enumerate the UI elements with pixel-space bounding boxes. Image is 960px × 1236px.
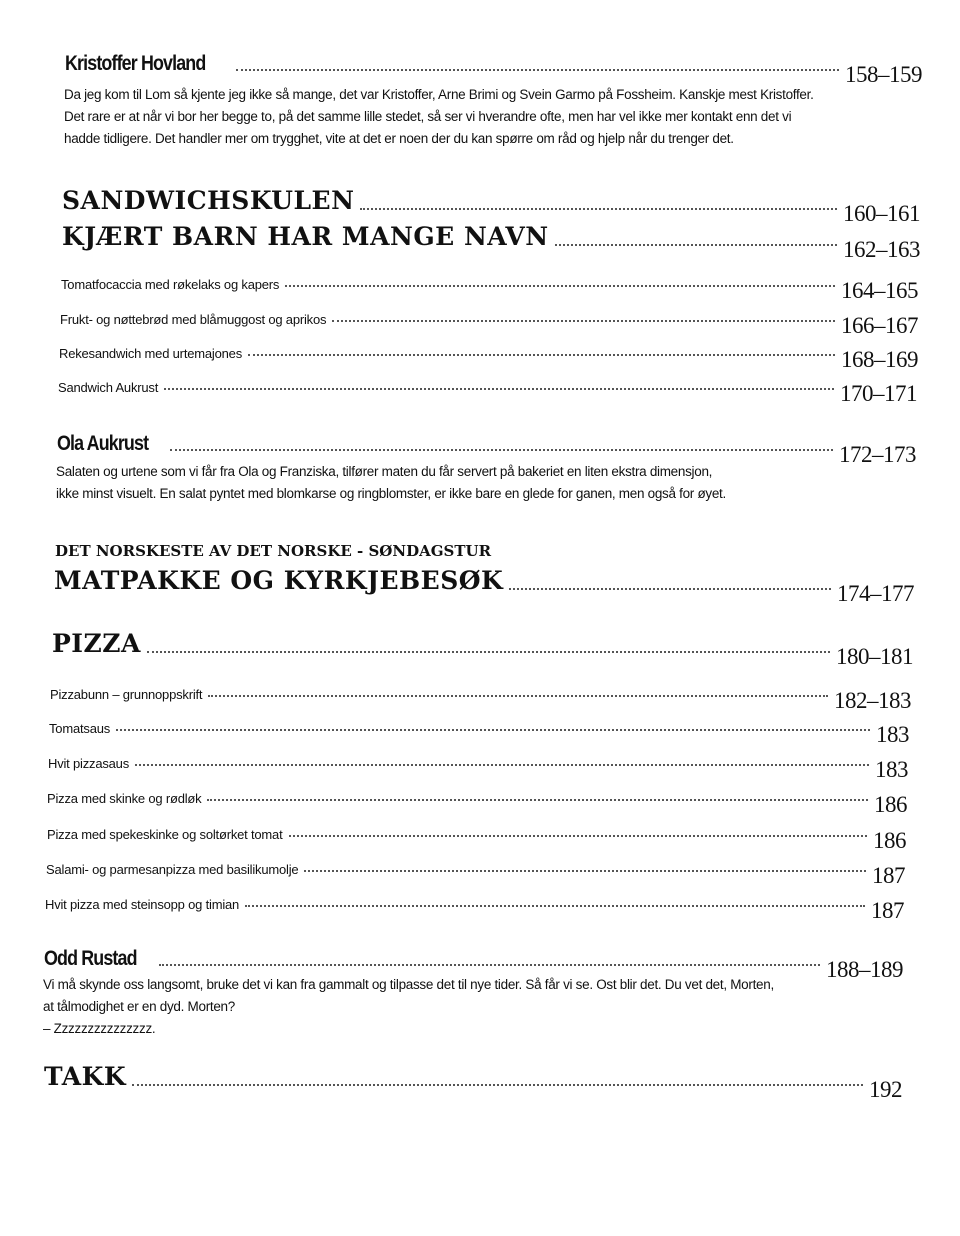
dot-leader bbox=[164, 388, 834, 390]
section-title: MATPAKKE OG KYRKJEBESØK bbox=[54, 566, 504, 595]
toc-entry-recipe[interactable] bbox=[60, 301, 918, 338]
toc-entry-recipe[interactable] bbox=[45, 886, 904, 923]
dot-leader bbox=[304, 870, 866, 872]
dot-leader bbox=[132, 1084, 863, 1086]
dot-leader bbox=[245, 905, 865, 907]
dot-leader bbox=[207, 799, 868, 801]
toc-entry-recipe[interactable] bbox=[46, 851, 905, 888]
entry-description bbox=[56, 461, 726, 505]
entry-title: Hvit pizzasaus bbox=[48, 756, 130, 771]
dot-leader bbox=[289, 835, 868, 837]
dot-leader bbox=[116, 729, 870, 731]
entry-title: Kristoffer Hovland bbox=[65, 52, 206, 75]
page-number: 182–183 bbox=[834, 688, 911, 713]
page-number: 183 bbox=[876, 722, 909, 747]
toc-entry-pizza[interactable] bbox=[52, 629, 913, 669]
dot-leader bbox=[170, 449, 833, 451]
toc-entry-ola-aukrust[interactable] bbox=[57, 430, 916, 467]
entry-title: Tomatsaus bbox=[49, 721, 111, 736]
text-line: – Zzzzzzzzzzzzzzz. bbox=[43, 1021, 156, 1036]
page-number: 170–171 bbox=[840, 381, 917, 406]
text-line: Da jeg kom til Lom så kjente jeg ikke så mange, det var Kristoffer, Arne Brimi og Svein Garmo på Fossheim. Kanskje mest Kristoffer. bbox=[64, 87, 814, 102]
page-number: 187 bbox=[872, 863, 905, 888]
toc-entry-takk[interactable] bbox=[44, 1062, 902, 1102]
toc-entry-sandwichskulen[interactable] bbox=[62, 186, 920, 226]
page-number: 168–169 bbox=[841, 347, 918, 372]
toc-entry-recipe[interactable] bbox=[58, 369, 917, 406]
dot-leader bbox=[332, 320, 835, 322]
entry-description bbox=[64, 84, 814, 150]
text-line: ikke minst visuelt. En salat pyntet med blomkarse og ringblomster, er ikke bare en glede for ganen, men også for øyet. bbox=[56, 486, 726, 501]
page-number: 186 bbox=[874, 792, 907, 817]
section-title: PIZZA bbox=[52, 629, 141, 658]
entry-title: Pizzabunn – grunnoppskrift bbox=[50, 687, 203, 702]
page-number: 180–181 bbox=[836, 644, 913, 669]
dot-leader bbox=[159, 964, 820, 966]
text-line: at tålmodighet er en dyd. Morten? bbox=[43, 999, 235, 1014]
page-number: 158–159 bbox=[845, 62, 922, 87]
toc-entry-recipe[interactable] bbox=[61, 266, 918, 303]
entry-title: Rekesandwich med urtemajones bbox=[59, 346, 242, 361]
text-line: Det rare er at når vi bor her begge to, på det samme lille stedet, så ser vi hverandre ofte, men har vel ikke mer kontakt enn det vi bbox=[64, 109, 792, 124]
page-number: 160–161 bbox=[843, 201, 920, 226]
dot-leader bbox=[147, 651, 830, 653]
entry-title: Odd Rustad bbox=[44, 947, 137, 970]
entry-title: Frukt- og nøttebrød med blåmuggost og aprikos bbox=[60, 312, 327, 327]
page-number: 164–165 bbox=[841, 278, 918, 303]
dot-leader bbox=[555, 244, 837, 246]
dot-leader bbox=[360, 208, 837, 210]
page-number: 186 bbox=[873, 828, 906, 853]
toc-entry-recipe[interactable] bbox=[59, 335, 918, 372]
section-kicker: DET NORSKESTE AV DET NORSKE - SØNDAGSTUR bbox=[55, 542, 492, 560]
section-title: TAKK bbox=[44, 1062, 127, 1091]
entry-title: Salami- og parmesanpizza med basilikumolje bbox=[46, 862, 299, 877]
page-number: 183 bbox=[875, 757, 908, 782]
entry-description bbox=[43, 974, 774, 1040]
toc-entry-recipe[interactable] bbox=[48, 745, 908, 782]
dot-leader bbox=[509, 588, 831, 590]
entry-title: Sandwich Aukrust bbox=[58, 380, 159, 395]
dot-leader bbox=[135, 764, 869, 766]
toc-entry-kjaert-barn[interactable] bbox=[62, 222, 920, 262]
text-line: hadde tidligere. Det handler mer om trygghet, vite at det er noen der du kan spørre om råd og hjelp når du trenger det. bbox=[64, 131, 734, 146]
dot-leader bbox=[285, 285, 835, 287]
toc-entry-kristoffer-hovland[interactable] bbox=[65, 50, 922, 87]
text-line: Vi må skynde oss langsomt, bruke det vi kan fra gammalt og tilpasse det til nye tider. Så får vi se. Ost blir det. Du vet det, Morten, bbox=[43, 977, 774, 992]
page-number: 166–167 bbox=[841, 313, 918, 338]
text-line: Salaten og urtene som vi får fra Ola og Franziska, tilfører maten du får servert på bakeriet en liten ekstra dimensjon, bbox=[56, 464, 713, 479]
dot-leader bbox=[236, 69, 839, 71]
toc-entry-matpakke[interactable] bbox=[54, 566, 914, 606]
dot-leader bbox=[248, 354, 835, 356]
entry-title: Ola Aukrust bbox=[57, 432, 149, 455]
page-number: 174–177 bbox=[837, 581, 914, 606]
page-number: 192 bbox=[869, 1077, 902, 1102]
section-title: SANDWICHSKULEN bbox=[62, 186, 355, 215]
toc-entry-recipe[interactable] bbox=[50, 676, 911, 713]
toc-entry-recipe[interactable] bbox=[49, 710, 909, 747]
toc-entry-odd-rustad[interactable] bbox=[44, 945, 903, 982]
entry-title: Tomatfocaccia med røkelaks og kapers bbox=[61, 277, 280, 292]
section-title: KJÆRT BARN HAR MANGE NAVN bbox=[62, 222, 549, 251]
page-number: 188–189 bbox=[826, 957, 903, 982]
page-number: 187 bbox=[871, 898, 904, 923]
toc-entry-recipe[interactable] bbox=[47, 780, 907, 817]
dot-leader bbox=[208, 695, 828, 697]
page-number: 172–173 bbox=[839, 442, 916, 467]
entry-title: Pizza med skinke og rødløk bbox=[47, 791, 202, 806]
toc-entry-recipe[interactable] bbox=[47, 816, 906, 853]
entry-title: Hvit pizza med steinsopp og timian bbox=[45, 897, 240, 912]
page-number: 162–163 bbox=[843, 237, 920, 262]
entry-title: Pizza med spekeskinke og soltørket tomat bbox=[47, 827, 283, 842]
